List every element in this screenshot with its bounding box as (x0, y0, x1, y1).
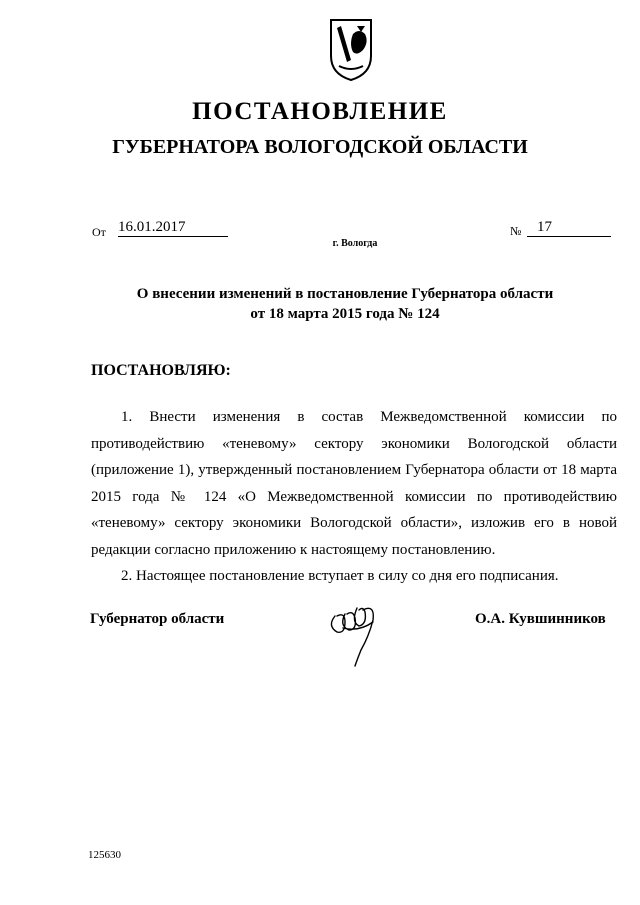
date-prefix: От (92, 225, 106, 239)
heading-line-2: от 18 марта 2015 года № 124 (250, 306, 440, 322)
document-subtitle: ГУБЕРНАТОРА ВОЛОГОДСКОЙ ОБЛАСТИ (112, 136, 528, 158)
heading-line-1: О внесении изменений в постановление Губернатора области (136, 286, 554, 302)
body-paragraph-2: 2. Настоящее постановление вступает в силу со дня его подписания. (121, 568, 559, 584)
number-prefix: № (510, 224, 522, 238)
document-heading (0, 284, 640, 324)
document-number: 17 (527, 219, 611, 237)
document-code: 125630 (88, 849, 121, 861)
governor-title: Губернатор области (90, 611, 225, 627)
document-title: ПОСТАНОВЛЕНИЕ (192, 98, 448, 125)
city-label: г. Вологда (332, 238, 378, 249)
resolve-label: ПОСТАНОВЛЯЮ: (91, 362, 231, 379)
document-body (91, 404, 617, 590)
body-paragraph-1: 1. Внести изменения в состав Межведомственной комиссии по противодействию «теневому» сектору экономики Вологодской области (приложение 1), утвержденный постановлением Губернатора области от 18 марта 2015 года № 124 «О Межведомственной комиссии по противодействию «теневому» сектору экономики Вологодской области», изложив его в новой редакции согласно приложению к настоящему постановлению. (91, 409, 617, 558)
signature-icon (325, 598, 383, 670)
governor-name: О.А. Кувшинников (475, 611, 606, 627)
coat-of-arms-icon (327, 16, 375, 84)
document-date: 16.01.2017 (118, 219, 228, 237)
